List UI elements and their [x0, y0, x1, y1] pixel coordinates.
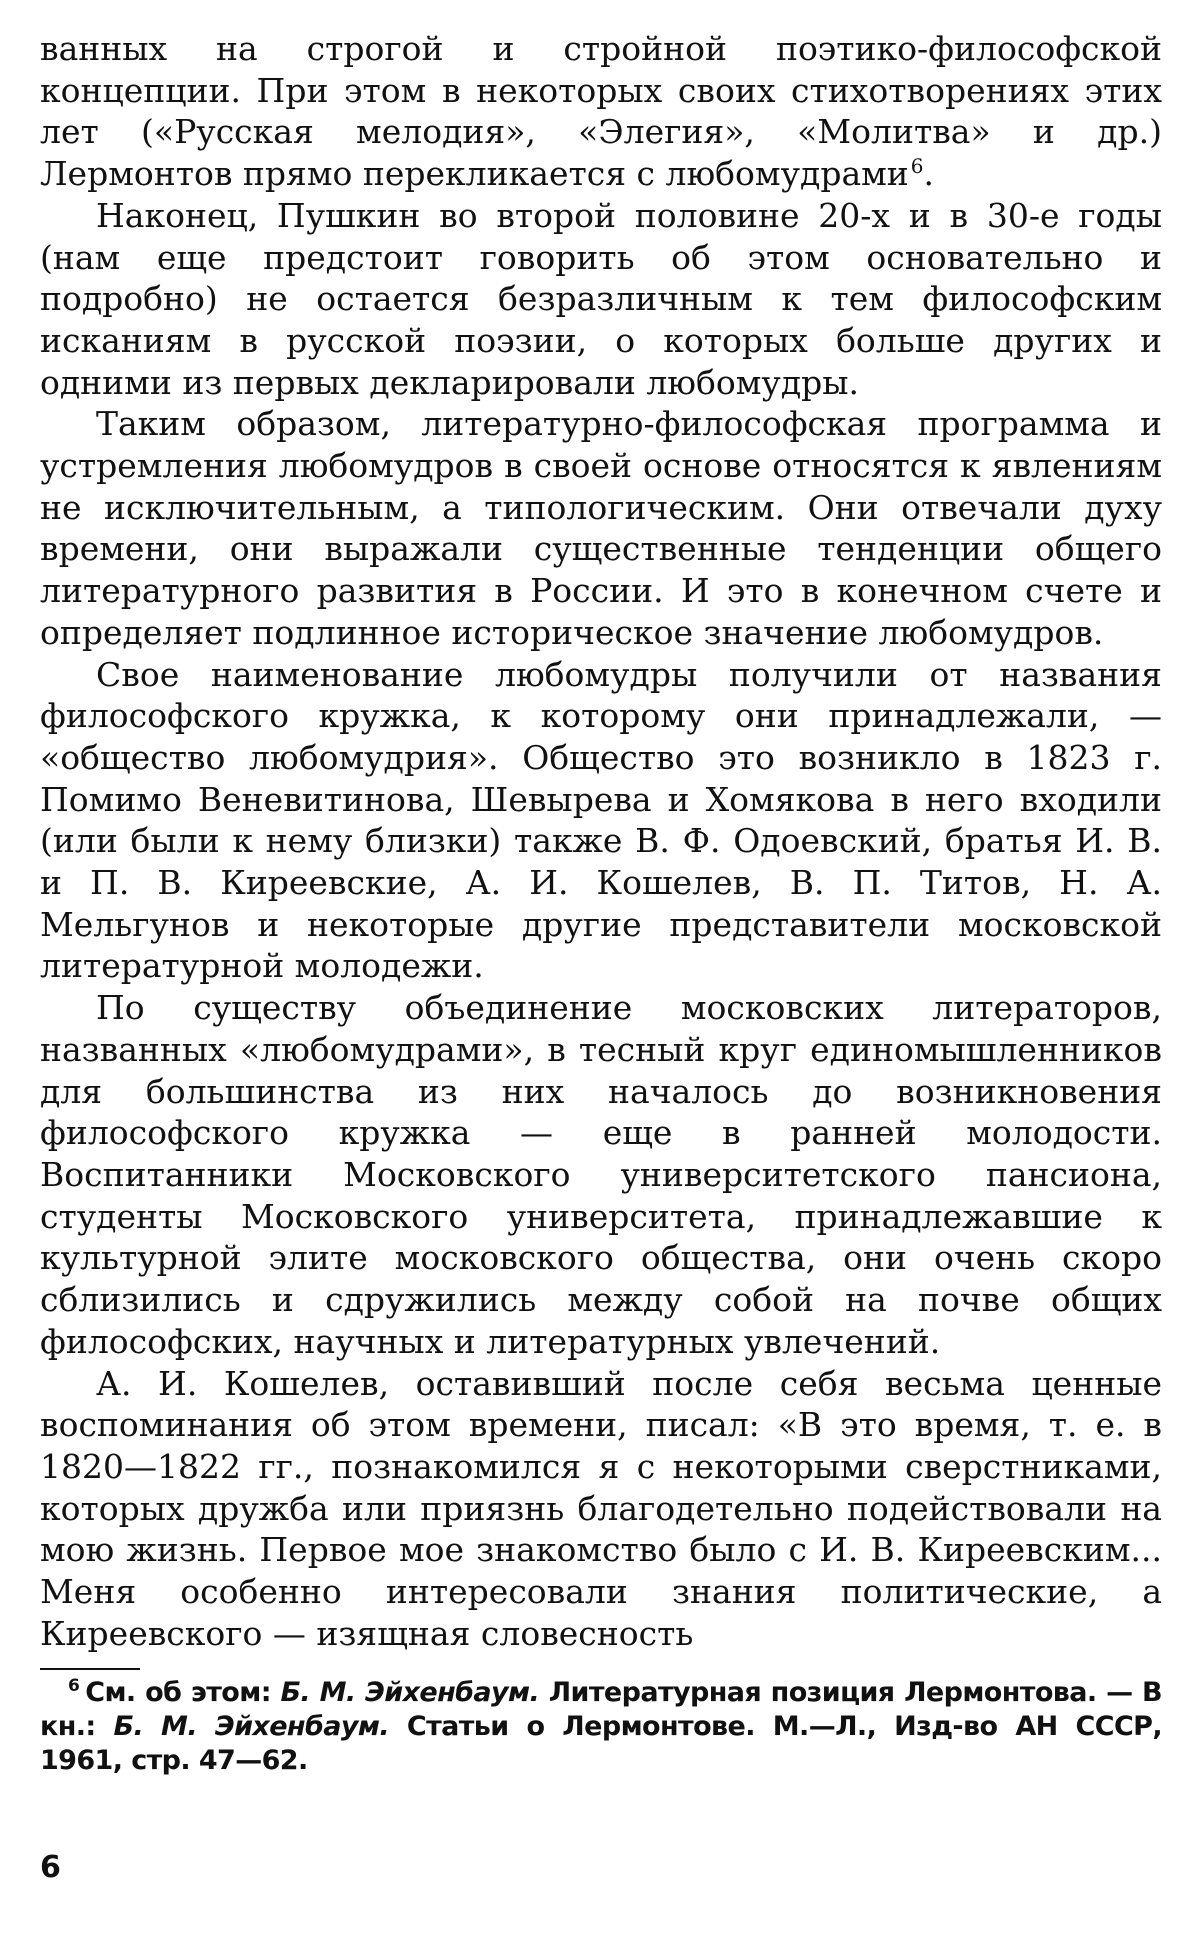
page-number: 6 — [40, 1850, 61, 1885]
page-body — [40, 28, 1162, 1654]
footnote-reference[interactable]: 6 — [910, 154, 924, 179]
footnote-author-1: Б. М. Эйхенбаум. — [280, 1677, 540, 1708]
paragraph-1 — [40, 28, 1162, 195]
footnote-divider — [40, 1668, 140, 1670]
paragraph-6: А. И. Кошелев, оставивший после себя весьма ценные воспоминания об этом времени, писал: «В это время, т. е. в 1820—1822 гг., познакомился я с некоторыми сверстниками, которых дружба или приязнь благодетельно подействовали на мою жизнь. Первое мое знакомство было с И. В. Киреевским... Меня особенно интересовали знания политические, а Киреевского — изящная словесность — [40, 1363, 1162, 1653]
paragraph-3: Таким образом, литературно-философская программа и устремления любомудров в своей основе относятся к явлениям не исключительным, а типологическим. Они отвечали духу времени, они выражали существенные тенденции общего литературного развития в России. И это в конечном счете и определяет подлинное историческое значение любомудров. — [40, 404, 1162, 652]
footnote — [40, 1676, 1162, 1778]
paragraph-2: Наконец, Пушкин во второй половине 20-х и в 30-е годы (нам еще предстоит говорить об этом основательно и подробно) не остается безразличным к тем философским исканиям в русской поэзии, о которых больше других и одними из первых декларировали любомудры. — [40, 195, 1162, 402]
paragraph-5: По существу объединение московских литераторов, названных «любомудрами», в тесный круг единомышленников для большинства из них началось до возникновения философского кружка — еще в ранней молодости. Воспитанники Московского университетского пансиона, студенты Московского университета, принадлежавшие к культурной элите московского общества, они очень скоро сблизились и сдружились между собой на почве общих философских, научных и литературных увлечений. — [40, 988, 1162, 1361]
footnote-mark: 6 — [68, 1676, 80, 1696]
paragraph-4: Свое наименование любомудры получили от названия философского кружка, к которому они принадлежали, — «общество любомудрия». Общество это возникло в 1823 г. Помимо Веневитинова, Шевырева и Хомякова в него входили (или были к нему близки) также В. Ф. Одоевский, братья И. В. и П. В. Киреевские, А. И. Кошелев, В. П. Титов, Н. А. Мельгунов и некоторые другие представители московской литературной молодежи. — [40, 654, 1162, 986]
footnote-title-1: Литературная позиция Лермонтова. — В кн.: — [40, 1677, 1163, 1742]
paragraph-1-end: . — [923, 154, 935, 194]
paragraph-1-text: ванных на строгой и стройной поэтико-философской концепции. При этом в некоторых своих стихотворениях этих лет («Русская мелодия», «Элегия», «Молитва» и др.) Лермонтов прямо перекликается с любомудрами — [40, 29, 1162, 194]
footnote-author-2: Б. М. Эйхенбаум. — [113, 1711, 389, 1742]
footnote-lead: См. об этом: — [85, 1677, 281, 1708]
footnote-title-2: Статьи о Лермонтове. М.—Л., Изд-во АН СССР, 1961, стр. 47—62. — [40, 1711, 1163, 1776]
